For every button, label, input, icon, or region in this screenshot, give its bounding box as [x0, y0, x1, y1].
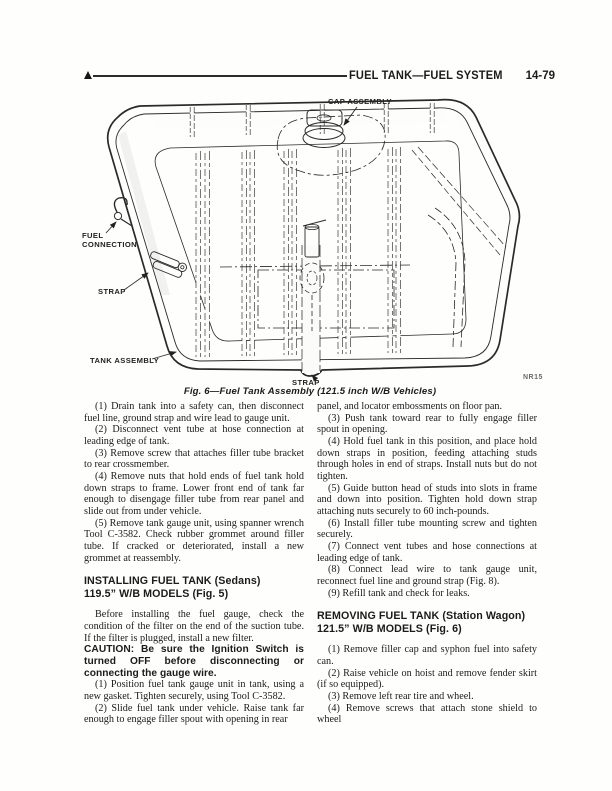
removal-step: (1) Drain tank into a safety can, then disconnect fuel line, ground strap and wire lead to gauge unit. [84, 401, 304, 424]
right-column [317, 401, 537, 726]
tank-ribs [190, 103, 506, 359]
left-column [84, 401, 304, 726]
installing-step: (7) Connect vent tubes and hose connections at leading edge of tank. [317, 540, 537, 564]
installing-fuel-tank-heading [84, 575, 297, 600]
heading-line: INSTALLING FUEL TANK (Sedans) [84, 575, 261, 588]
removing-fuel-tank-heading [317, 610, 530, 635]
removing-step: (4) Remove screws that attach stone shield to wheel [317, 702, 537, 726]
caution-note: CAUTION: Be sure the Ignition Switch is turned OFF before disconnecting or connecting the gauge wire. [84, 644, 304, 679]
removing-step: (1) Remove filler cap and syphon fuel into safety can. [317, 644, 537, 667]
removal-step: (3) Remove screw that attaches filler tube bracket to rear crossmember. [84, 447, 304, 471]
installing-step: (3) Push tank toward rear to fully engage filler spout in opening. [317, 412, 537, 436]
heading-line: REMOVING FUEL TANK (Station Wagon) [317, 610, 526, 623]
installing-step: (5) Guide button head of studs into slots in frame and down into position. Tighten hold down strap attaching nuts securely to 60 inch-pounds. [317, 482, 537, 517]
removing-step: (2) Raise vehicle on hoist and remove fender skirt (if so equipped). [317, 667, 537, 691]
figure-reference-code: NR15 [523, 374, 543, 381]
fuel-connection-label-1: FUEL [82, 231, 104, 240]
removal-step: (4) Remove nuts that hold ends of fuel tank hold down straps to frame. Lower front end of tank far enough to disengage filler tube from rear panel and slide out from under vehicle. [84, 470, 304, 517]
page-header [84, 68, 555, 84]
fuel-connection-label-2: CONNECTION [82, 240, 138, 249]
installing-step: (2) Slide fuel tank under vehicle. Raise tank far enough to engage filler spout with opening in rear [84, 702, 304, 726]
continuation-text: panel, and locator embossments on floor pan. [317, 401, 503, 412]
removal-step: (2) Disconnect vent tube at hose connection at leading edge of tank. [84, 424, 304, 447]
tank-assembly-label: TANK ASSEMBLY [90, 356, 160, 365]
heading-line: 119.5” W/B MODELS (Fig. 5) [84, 587, 229, 600]
section-title: FUEL TANK—FUEL SYSTEM [349, 70, 504, 82]
strap-left-label: STRAP [98, 287, 126, 296]
installing-step: (1) Position fuel tank gauge unit in tank, using a new gasket. Tighten securely, using Tool C-3582. [84, 679, 304, 702]
page-number: 14-79 [525, 70, 555, 82]
removal-step: (5) Remove tank gauge unit, using spanner wrench Tool C-3582. Check rubber grommet around filler tube. If cracked or deteriorated, install a new grommet at reassembly. [84, 517, 304, 564]
heading-line: 121.5” W/B MODELS (Fig. 6) [317, 622, 462, 635]
installing-intro: Before installing the fuel gauge, check the condition of the filter on the end of the suction tube. If the filter is plugged, install a new filter. [84, 609, 304, 644]
removing-step: (3) Remove left rear tire and wheel. [328, 690, 474, 702]
gauge-unit-and-strap [220, 220, 410, 373]
fuel-connection-icon [114, 198, 132, 226]
strap-bottom-label: STRAP [292, 378, 320, 387]
installing-step: (9) Refill tank and check for leaks. [328, 587, 470, 599]
installing-step: (4) Hold fuel tank in this position, and place hold down straps in position, feeding attaching studs through holes in end of straps. Install nuts but do not tighten. [317, 435, 537, 482]
figure-caption: Fig. 6—Fuel Tank Assembly (121.5 inch W/B Vehicles) [183, 386, 437, 397]
cap-assembly-label: CAP ASSEMBLY [328, 97, 393, 106]
installing-step: (8) Connect lead wire to tank gauge unit, reconnect fuel line and ground strap (Fig. 8). [317, 564, 537, 587]
installing-step: (6) Install filler tube mounting screw and tighten securely. [317, 517, 537, 541]
header-arrow-marker [84, 71, 92, 79]
header-rule [93, 75, 347, 77]
fuel-tank-illustration [60, 95, 560, 395]
